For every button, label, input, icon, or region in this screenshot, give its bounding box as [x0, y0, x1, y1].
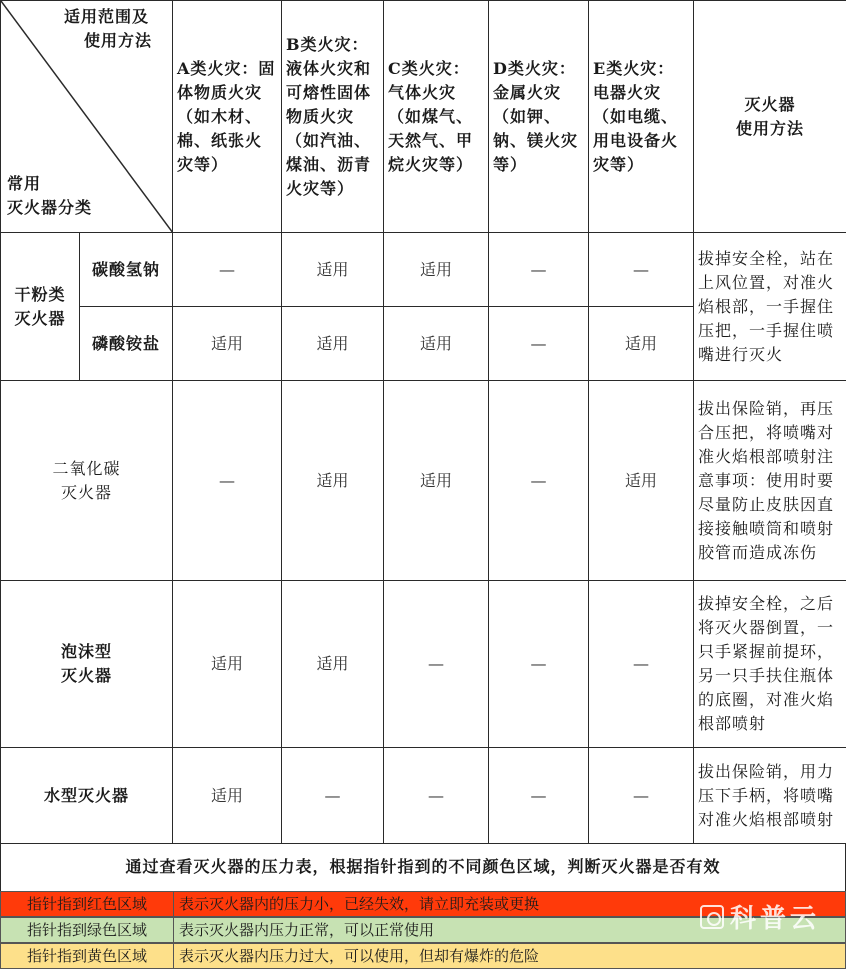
table-row	[1, 381, 846, 581]
col-header-method	[694, 1, 846, 233]
red-zone-label: 指针指到红色区域	[1, 892, 174, 916]
table-row	[1, 233, 846, 307]
table-row	[1, 581, 846, 748]
water-category: 水型灭火器	[1, 748, 173, 844]
dry-powder-method: 拔掉安全栓，站在上风位置，对准火焰根部，一手握住压把，一手握住喷嘴进行灭火	[694, 233, 846, 381]
diag-top-line1: 适用范围及	[63, 7, 149, 26]
cell-a: —	[173, 233, 282, 307]
cell-a: 适用	[173, 748, 282, 844]
cell-d: —	[489, 381, 589, 581]
watermark-text: 科普云	[729, 904, 820, 934]
cell-c: 适用	[384, 381, 489, 581]
cell-d: —	[489, 307, 589, 381]
foam-method: 拔掉安全栓，之后将灭火器倒置，一只手紧握前提环，另一只手扶住瓶体的底圈，对准火焰根部喷射	[694, 581, 846, 748]
pressure-gauge-title: 通过查看灭火器的压力表，根据指针指到的不同颜色区域，判断灭火器是否有效	[0, 843, 846, 891]
col-header-method-line1: 灭火器	[744, 94, 796, 114]
diag-bottom-line1: 常用	[7, 174, 42, 193]
cell-e: —	[589, 581, 694, 748]
yellow-zone-label: 指针指到黄色区域	[1, 944, 174, 968]
green-zone-label: 指针指到绿色区域	[1, 918, 174, 942]
cell-d: —	[489, 581, 589, 748]
cell-c: 适用	[384, 307, 489, 381]
yellow-zone-row	[0, 943, 846, 969]
cell-e: —	[589, 233, 694, 307]
cell-b: —	[282, 748, 384, 844]
cell-e: 适用	[589, 307, 694, 381]
diagonal-header-cell	[1, 1, 173, 233]
sub-type-name: 碳酸氢钠	[80, 233, 173, 307]
dry-powder-line2: 灭火器	[14, 308, 66, 328]
co2-method: 拔出保险销，再压合压把，将喷嘴对准火焰根部喷射注意事项：使用时要尽量防止皮肤因直接接触喷筒和喷射胶管而造成冻伤	[694, 381, 846, 581]
cell-c: 适用	[384, 233, 489, 307]
water-method: 拔出保险销，用力压下手柄，将喷嘴对准火焰根部喷射	[694, 748, 846, 844]
cell-a: —	[173, 381, 282, 581]
col-header-a: A类火灾：固体物质火灾（如木材、棉、纸张火灾等）	[173, 1, 282, 233]
cell-d: —	[489, 233, 589, 307]
cell-c: —	[384, 581, 489, 748]
foam-category	[1, 581, 173, 748]
co2-line2: 灭火器	[60, 482, 112, 502]
co2-category	[1, 381, 173, 581]
sub-type-name: 磷酸铵盐	[80, 307, 173, 381]
dry-powder-category	[1, 233, 80, 381]
diag-bottom-line2: 灭火器分类	[7, 198, 93, 217]
cell-d: —	[489, 748, 589, 844]
green-zone-text: 表示灭火器内压力正常，可以正常使用	[179, 921, 435, 939]
cell-b: 适用	[282, 233, 384, 307]
cell-b: 适用	[282, 581, 384, 748]
diag-bottom-label	[7, 172, 92, 220]
dry-powder-line1: 干粉类	[14, 284, 66, 304]
table-row	[1, 748, 846, 844]
yellow-zone-text: 表示灭火器内压力过大，可以使用，但却有爆炸的危险	[179, 947, 540, 965]
col-header-d: D类火灾：金属火灾（如钾、钠、镁火灾等）	[489, 1, 589, 233]
cell-a: 适用	[173, 581, 282, 748]
co2-line1: 二氧化碳	[52, 458, 121, 478]
foam-line2: 灭火器	[60, 666, 112, 685]
cell-c: —	[384, 748, 489, 844]
col-header-e: E类火灾：电器火灾（如电缆、用电设备火灾等）	[589, 1, 694, 233]
foam-line1: 泡沫型	[60, 642, 112, 661]
col-header-c: C类火灾：气体火灾（如煤气、天然气、甲烷火灾等）	[384, 1, 489, 233]
col-header-method-line2: 使用方法	[735, 118, 804, 138]
diag-top-label	[64, 5, 152, 53]
diag-top-line2: 使用方法	[83, 31, 152, 50]
cell-e: —	[589, 748, 694, 844]
cell-b: 适用	[282, 307, 384, 381]
watermark	[700, 898, 820, 935]
red-zone-text: 表示灭火器内的压力小，已经失效，请立即充装或更换	[179, 895, 540, 913]
cell-b: 适用	[282, 381, 384, 581]
cell-a: 适用	[173, 307, 282, 381]
camera-icon	[700, 905, 724, 929]
col-header-b: B类火灾：液体火灾和可熔性固体物质火灾（如汽油、煤油、沥青火灾等）	[282, 1, 384, 233]
cell-e: 适用	[589, 381, 694, 581]
